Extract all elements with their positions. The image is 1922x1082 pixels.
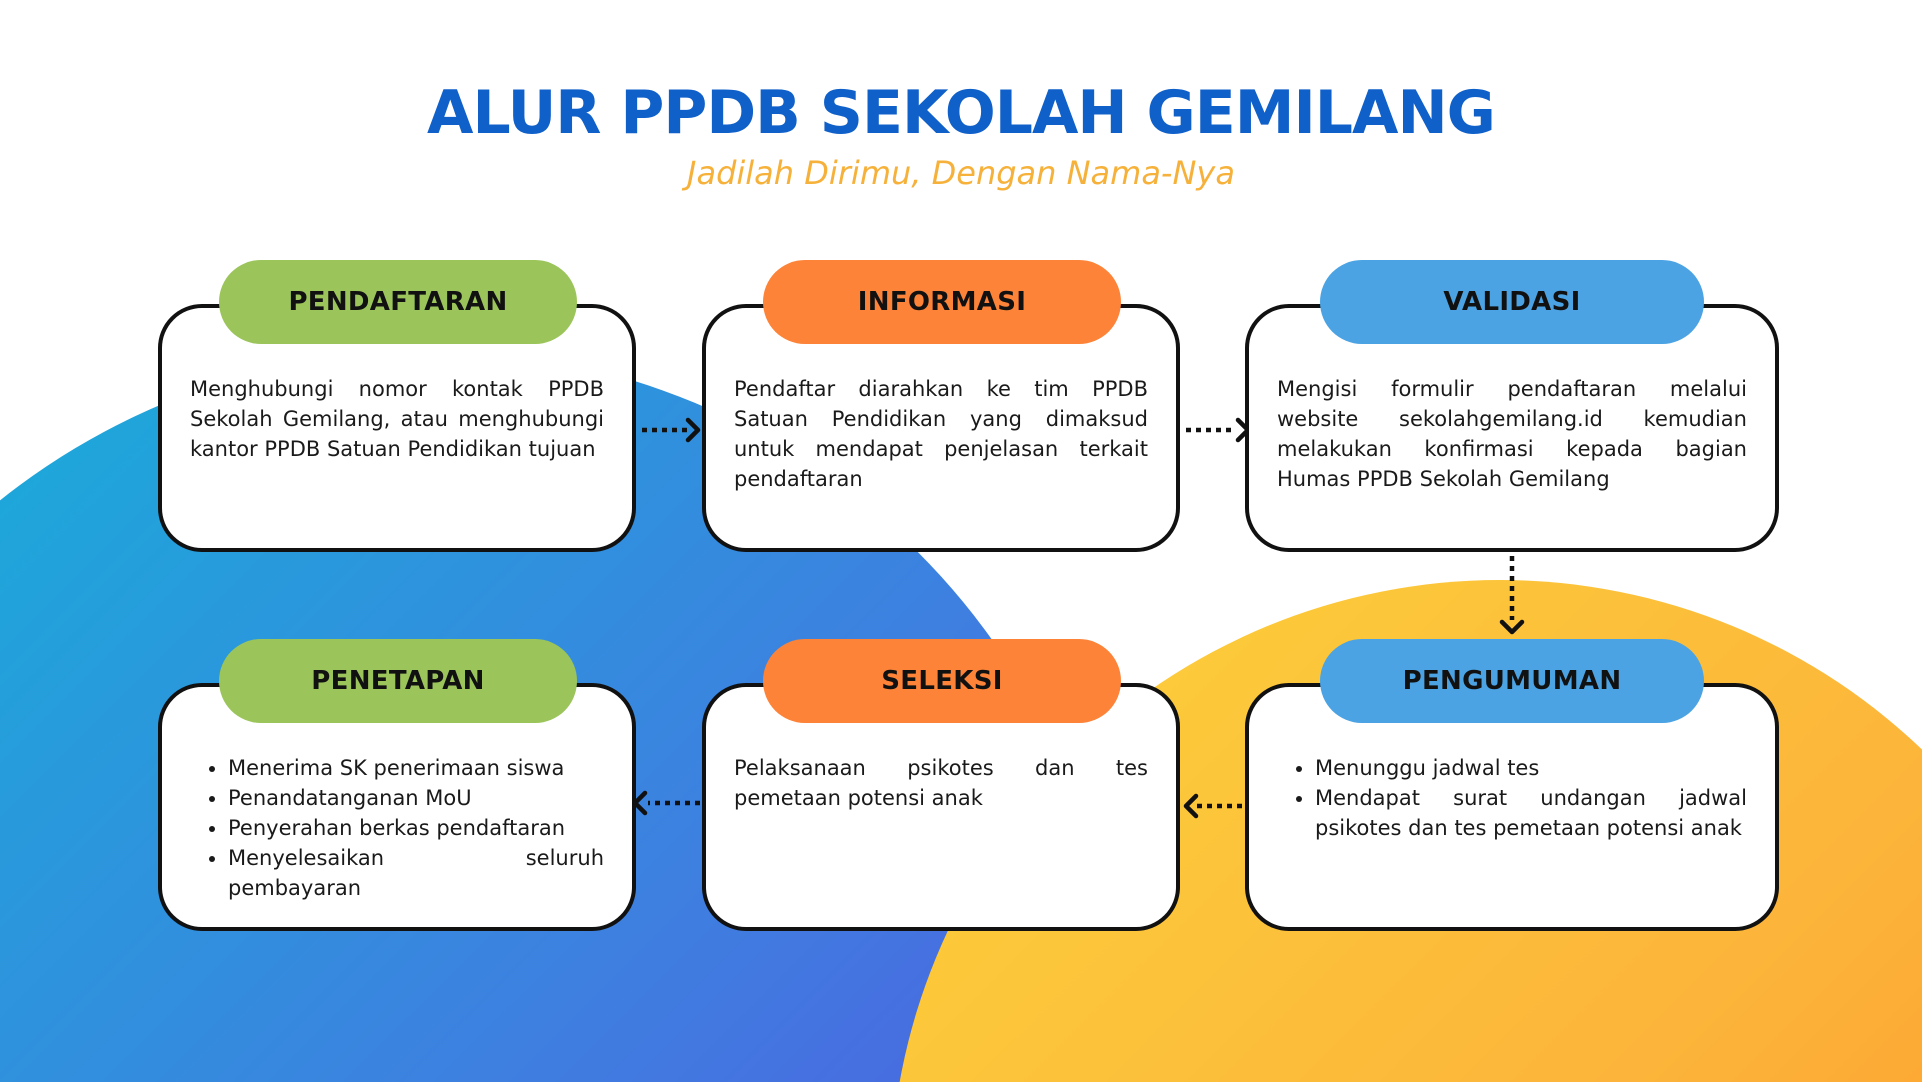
list-item: • Menunggu jadwal tes [1315,753,1747,783]
list-item: • Menyelesaikan seluruh pembayaran [228,843,604,903]
step-text-seleksi: Pelaksanaan psikotes dan tes pemetaan potensi anak [734,756,1148,810]
step-description [734,753,1148,813]
step-label-informasi: INFORMASI [763,260,1121,344]
step-description [1277,374,1747,494]
step-text-validasi: Mengisi formulir pendaftaran melalui website sekolahgemilang.id kemudian melakukan konfirmasi kepada bagian Humas PPDB Sekolah Gemilang [1277,377,1747,491]
list-item: • Mendapat surat undangan jadwal psikotes dan tes pemetaan potensi anak [1315,783,1747,843]
list-item: • Menerima SK penerimaan siswa [228,753,604,783]
step-label-seleksi: SELEKSI [763,639,1121,723]
list-item: • Penyerahan berkas pendaftaran [228,813,604,843]
step-list-pengumuman [1277,753,1747,843]
arrowhead-right-1 [688,420,698,440]
page-title: ALUR PPDB SEKOLAH GEMILANG [427,78,1495,148]
step-text-informasi: Pendaftar diarahkan ke tim PPDB Satuan Pendidikan yang dimaksud untuk mendapat penjelasan terkait pendaftaran [734,377,1148,491]
step-description [190,753,604,903]
step-list-penetapan [190,753,604,903]
arrowhead-left-2 [635,793,645,813]
step-label-validasi: VALIDASI [1320,260,1704,344]
step-label-penetapan: PENETAPAN [219,639,577,723]
step-text-pendaftaran: Menghubungi nomor kontak PPDB Sekolah Gemilang, atau menghubungi kantor PPDB Satuan Pendidikan tujuan [190,377,604,461]
step-label-pendaftaran: PENDAFTARAN [219,260,577,344]
page-subtitle: Jadilah Dirimu, Dengan Nama-Nya [687,154,1235,192]
arrowhead-down [1502,622,1522,632]
step-description [1277,753,1747,843]
step-description [190,374,604,464]
arrowhead-left-1 [1186,796,1196,816]
step-label-pengumuman: PENGUMUMAN [1320,639,1704,723]
list-item: • Penandatanganan MoU [228,783,604,813]
step-description [734,374,1148,494]
